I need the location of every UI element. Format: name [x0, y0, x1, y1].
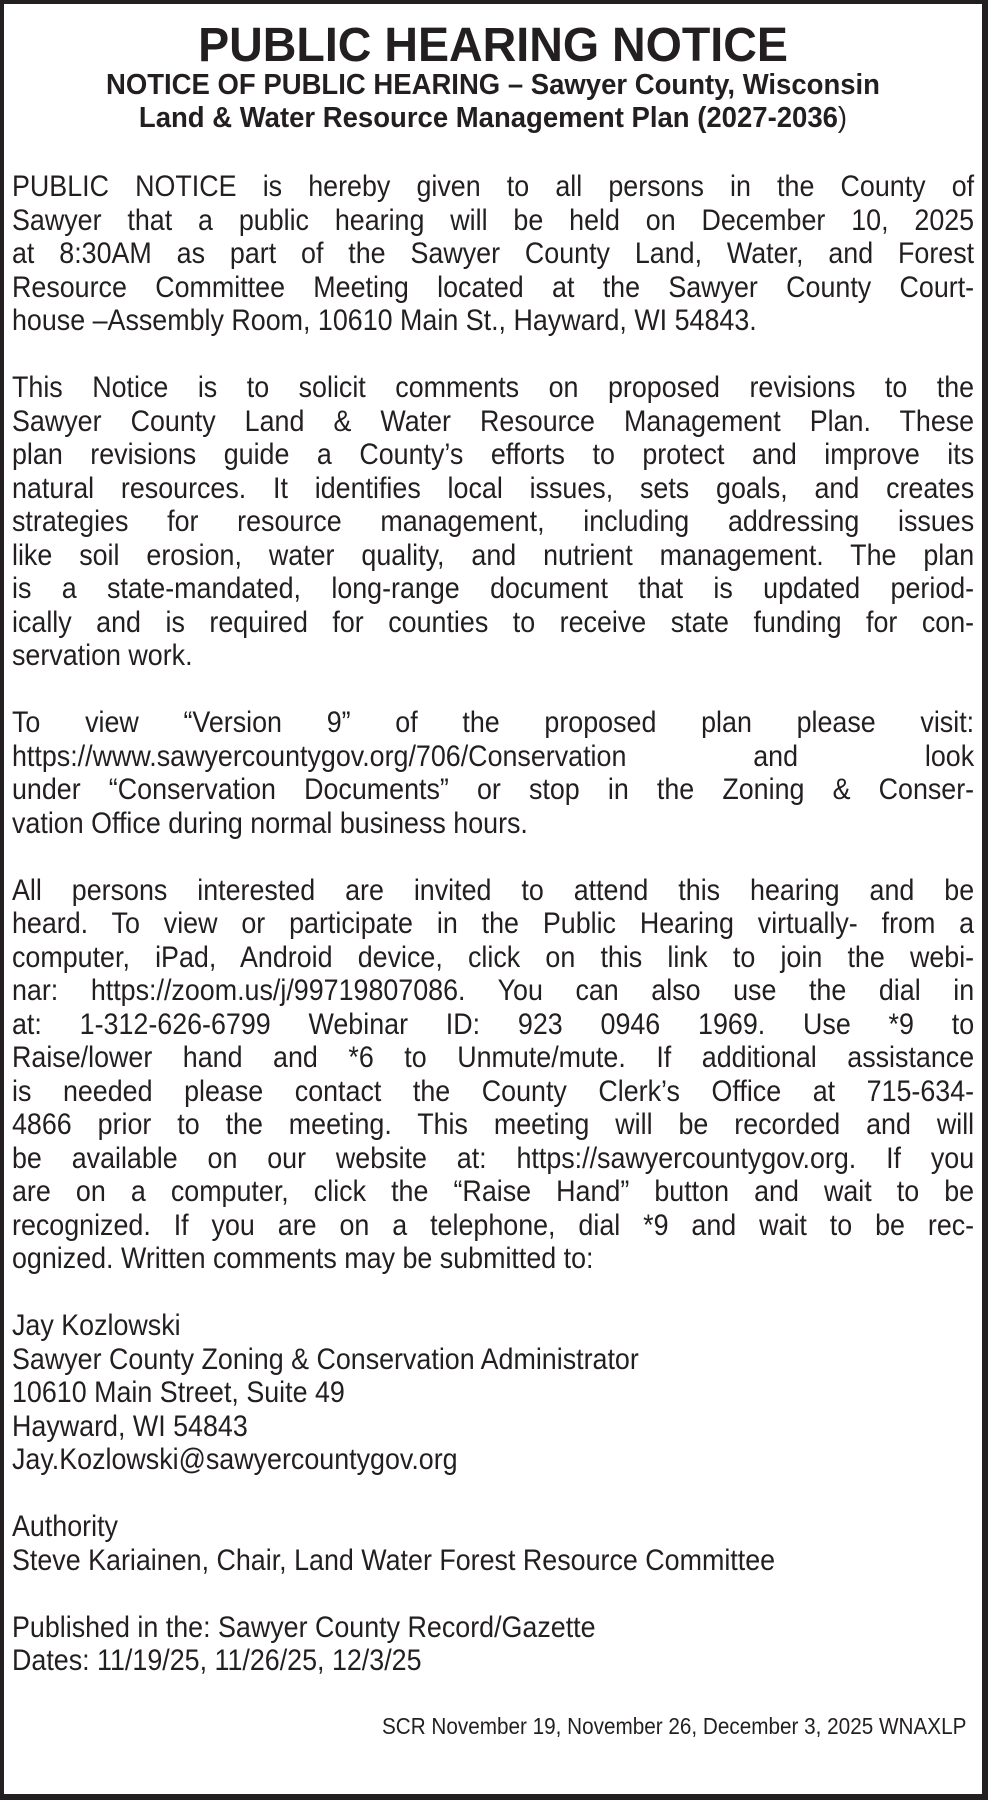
- text-line: plan revisions guide a County’s efforts to protect and improve its: [12, 438, 975, 471]
- text-line: Raise/lower hand and *6 to Unmute/mute. If additional assistance: [12, 1041, 975, 1074]
- zoom-link-line: nar: https://zoom.us/j/99719807086. You can also use the dial in: [12, 974, 975, 1007]
- text-line: house –Assembly Room, 10610 Main St., Hayward, WI 54843.: [12, 304, 757, 337]
- contact-block: [12, 1309, 974, 1477]
- contact-name: Jay Kozlowski: [12, 1309, 181, 1342]
- paragraph-hearing-announcement: [12, 170, 974, 338]
- text-line: This Notice is to solicit comments on proposed revisions to the: [12, 371, 975, 404]
- dial-in-line: at: 1-312-626-6799 Webinar ID: 923 0946 1969. Use *9 to: [12, 1007, 975, 1041]
- notice-title: PUBLIC HEARING NOTICE: [198, 19, 788, 72]
- notice-subtitle-line-1: NOTICE OF PUBLIC HEARING – Sawyer County, Wisconsin: [105, 69, 880, 101]
- authority-block: [12, 1510, 974, 1577]
- website-line: be available on our website at: https://sawyercountygov.org. If you: [12, 1141, 975, 1175]
- notice-header: [4, 4, 982, 135]
- text-line: To view “Version 9” of the proposed plan please visit:: [12, 706, 975, 739]
- paragraph-purpose: [12, 371, 974, 673]
- text-line: is a state-mandated, long-range document that is updated period-: [12, 572, 975, 605]
- plan-name: Land & Water Resource Management Plan (2027-2036: [138, 102, 838, 134]
- publication-run-line: SCR November 19, November 26, December 3, 2025 WNAXLP: [381, 1713, 966, 1739]
- text-line: Resource Committee Meeting located at the Sawyer County Court-: [12, 270, 975, 304]
- text-line: recognized. If you are on a telephone, dial *9 and wait to be rec-: [12, 1208, 975, 1242]
- text-line: servation work.: [12, 639, 193, 672]
- text-line: All persons interested are invited to attend this hearing and be: [12, 873, 975, 907]
- authority-label: Authority: [12, 1510, 118, 1543]
- text-line: vation Office during normal business hours.: [12, 806, 528, 840]
- paragraph-attend-virtually: [12, 874, 974, 1276]
- paragraph-view-plan: [12, 706, 974, 840]
- contact-title: Sawyer County Zoning & Conservation Administrator: [12, 1342, 639, 1376]
- text-line: Sawyer County Land & Water Resource Management Plan. These: [12, 404, 975, 438]
- text-line: computer, iPad, Android device, click on this link to join the webi-: [12, 940, 975, 974]
- text-line: strategies for resource management, including addressing issues: [12, 505, 975, 538]
- publication-block: [12, 1611, 974, 1678]
- text-line: is needed please contact the County Clerk’s Office at 715-634-: [12, 1074, 975, 1108]
- publication-dates: Dates: 11/19/25, 11/26/25, 12/3/25: [12, 1644, 422, 1677]
- contact-city: Hayward, WI 54843: [12, 1409, 248, 1443]
- text-line: PUBLIC NOTICE is hereby given to all persons in the County of: [12, 170, 975, 203]
- notice-subtitle-line-2: [21, 102, 965, 135]
- plan-name-close-paren: ): [837, 102, 848, 134]
- authority-signer: Steve Kariainen, Chair, Land Water Forest Resource Committee: [12, 1543, 776, 1577]
- contact-street: 10610 Main Street, Suite 49: [12, 1376, 345, 1409]
- text-line: heard. To view or participate in the Public Hearing virtually- from a: [12, 907, 975, 940]
- text-line: natural resources. It identifies local issues, sets goals, and creates: [12, 471, 975, 505]
- text-line: are on a computer, click the “Raise Hand” button and wait to be: [12, 1175, 975, 1208]
- text-line: 4866 prior to the meeting. This meeting will be recorded and will: [12, 1108, 975, 1141]
- contact-email: Jay.Kozlowski@sawyercountygov.org: [12, 1443, 458, 1476]
- text-line: like soil erosion, water quality, and nutrient management. The plan: [12, 538, 975, 572]
- text-line: ically and is required for counties to receive state funding for con-: [12, 605, 975, 639]
- notice-body: [12, 170, 974, 1711]
- plan-url-line: https://www.sawyercountygov.org/706/Conservation and look: [12, 739, 975, 773]
- text-line: Sawyer that a public hearing will be held on December 10, 2025: [12, 203, 975, 237]
- text-line: ognized. Written comments may be submitted to:: [12, 1242, 594, 1275]
- text-line: under “Conservation Documents” or stop in the Zoning & Conser-: [12, 773, 975, 806]
- published-in: Published in the: Sawyer County Record/Gazette: [12, 1610, 596, 1644]
- text-line: at 8:30AM as part of the Sawyer County Land, Water, and Forest: [12, 237, 975, 270]
